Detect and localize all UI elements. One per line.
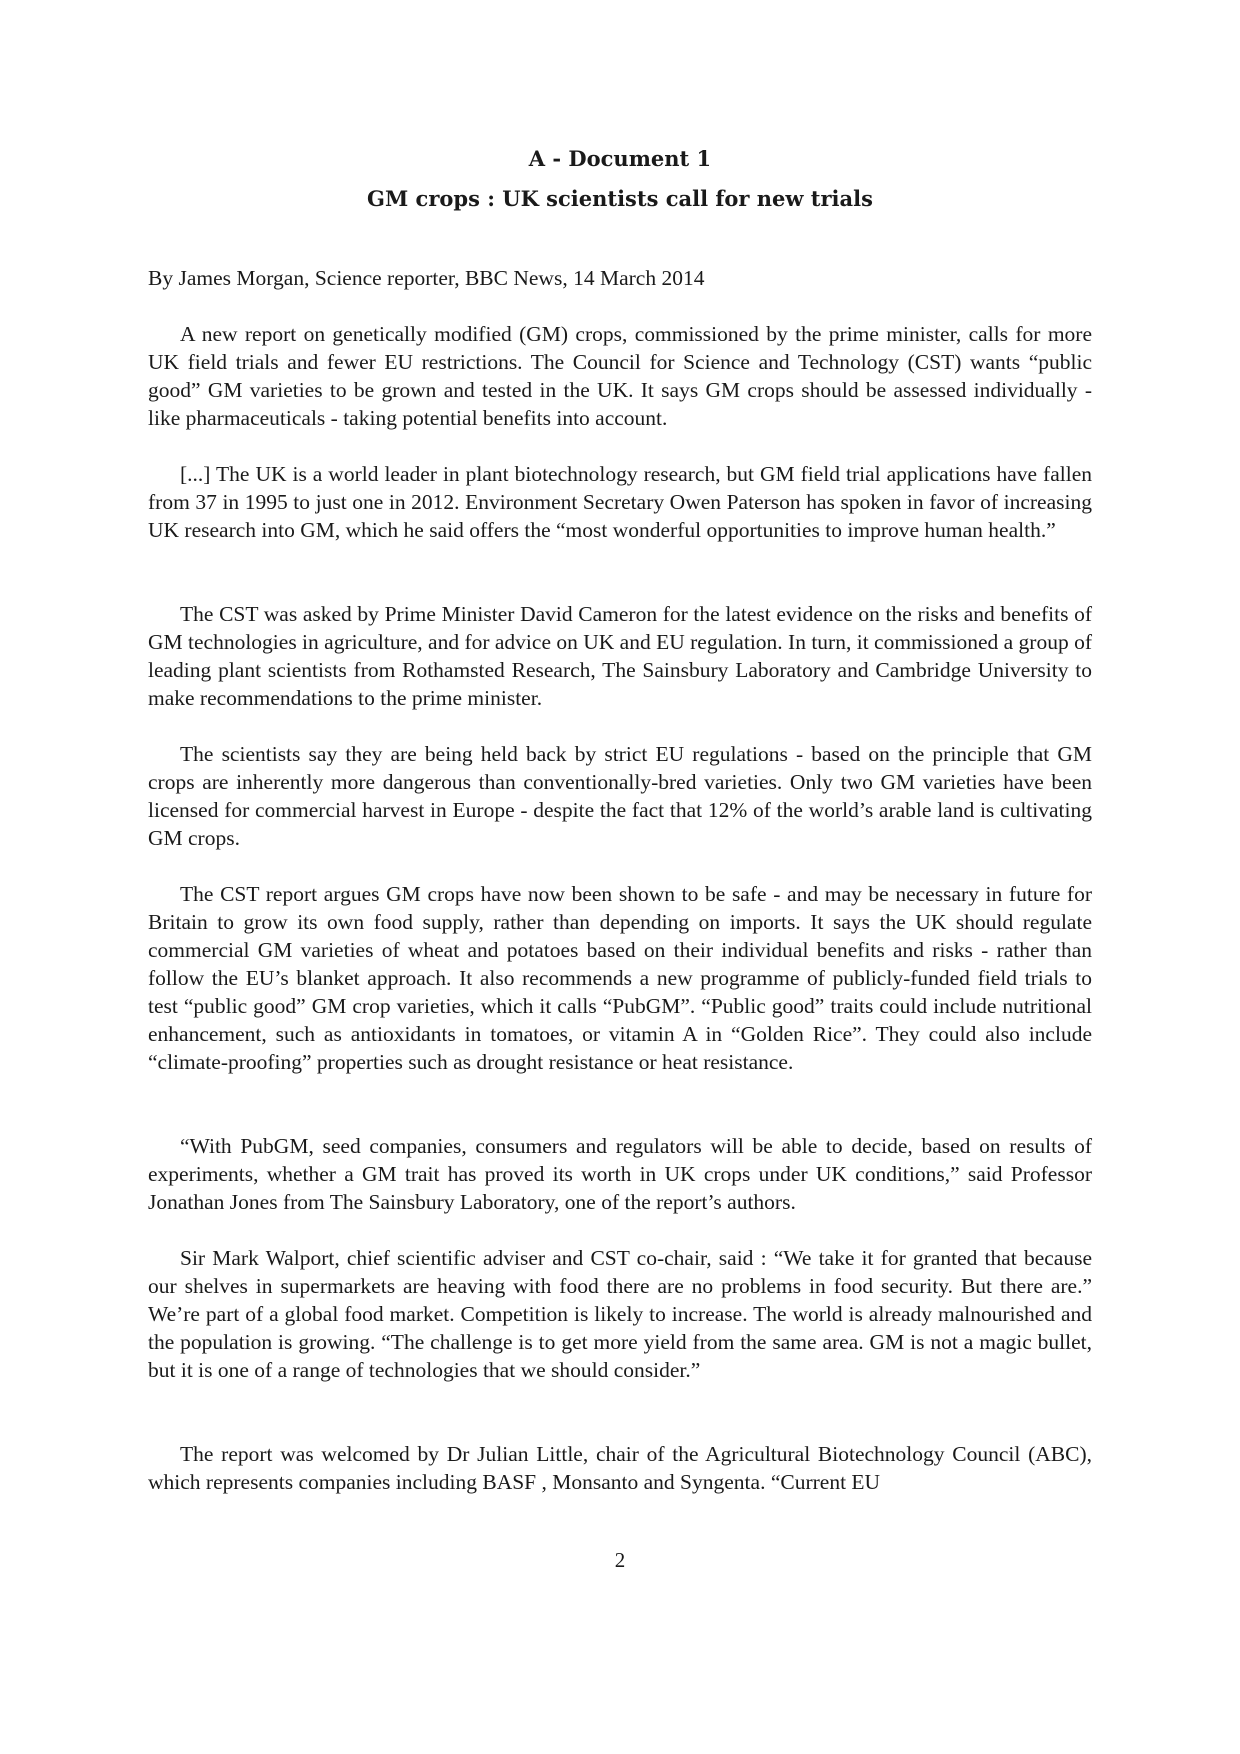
paragraph: The report was welcomed by Dr Julian Little, chair of the Agricultural Biotechnology Council (ABC), which represents companies including BASF , Monsanto and Syngenta. “Current EU (148, 1442, 1092, 1494)
paragraph: [...] The UK is a world leader in plant biotechnology research, but GM field trial applications have fallen from 37 in 1995 to just one in 2012. Environment Secretary Owen Paterson has spoken in favor of increasing UK research into GM, which he said offers the “most wonderful opportunities to improve human health.” (148, 462, 1092, 542)
article-title: GM crops : UK scientists call for new trials (367, 186, 873, 211)
paragraph: A new report on genetically modified (GM) crops, commissioned by the prime minister, calls for more UK field trials and fewer EU restrictions. The Council for Science and Technology (CST) wants “public good” GM varieties to be grown and tested in the UK. It says GM crops should be assessed individually - like pharmaceuticals - taking potential benefits into account. (148, 322, 1092, 430)
paragraph: The scientists say they are being held back by strict EU regulations - based on the principle that GM crops are inherently more dangerous than conventionally-bred varieties. Only two GM varieties have been licensed for commercial harvest in Europe - despite the fact that 12% of the world’s arable land is cultivating GM crops. (148, 742, 1092, 850)
document-heading: A - Document 1 (528, 146, 712, 171)
paragraph: The CST report argues GM crops have now been shown to be safe - and may be necessary in future for Britain to grow its own food supply, rather than depending on imports. It says the UK should regulate commercial GM varieties of wheat and potatoes based on their individual benefits and risks - rather than follow the EU’s blanket approach. It also recommends a new programme of publicly-funded field trials to test “public good” GM crop varieties, which it calls “PubGM”. “Public good” traits could include nutritional enhancement, such as antioxidants in tomatoes, or vitamin A in “Golden Rice”. They could also include “climate-proofing” properties such as drought resistance or heat resistance. (148, 882, 1092, 1074)
paragraph: Sir Mark Walport, chief scientific adviser and CST co-chair, said : “We take it for granted that because our shelves in supermarkets are heaving with food there are no problems in food security. But there are.” We’re part of a global food market. Competition is likely to increase. The world is already malnourished and the population is growing. “The challenge is to get more yield from the same area. GM is not a magic bullet, but it is one of a range of technologies that we should consider.” (148, 1246, 1092, 1382)
byline: By James Morgan, Science reporter, BBC News, 14 March 2014 (148, 266, 705, 290)
paragraph: The CST was asked by Prime Minister David Cameron for the latest evidence on the risks and benefits of GM technologies in agriculture, and for advice on UK and EU regulation. In turn, it commissioned a group of leading plant scientists from Rothamsted Research, The Sainsbury Laboratory and Cambridge University to make recommendations to the prime minister. (148, 602, 1092, 710)
page-number: 2 (614, 1548, 626, 1572)
paragraph: “With PubGM, seed companies, consumers and regulators will be able to decide, based on results of experiments, whether a GM trait has proved its worth in UK crops under UK conditions,” said Professor Jonathan Jones from The Sainsbury Laboratory, one of the report’s authors. (148, 1134, 1092, 1214)
